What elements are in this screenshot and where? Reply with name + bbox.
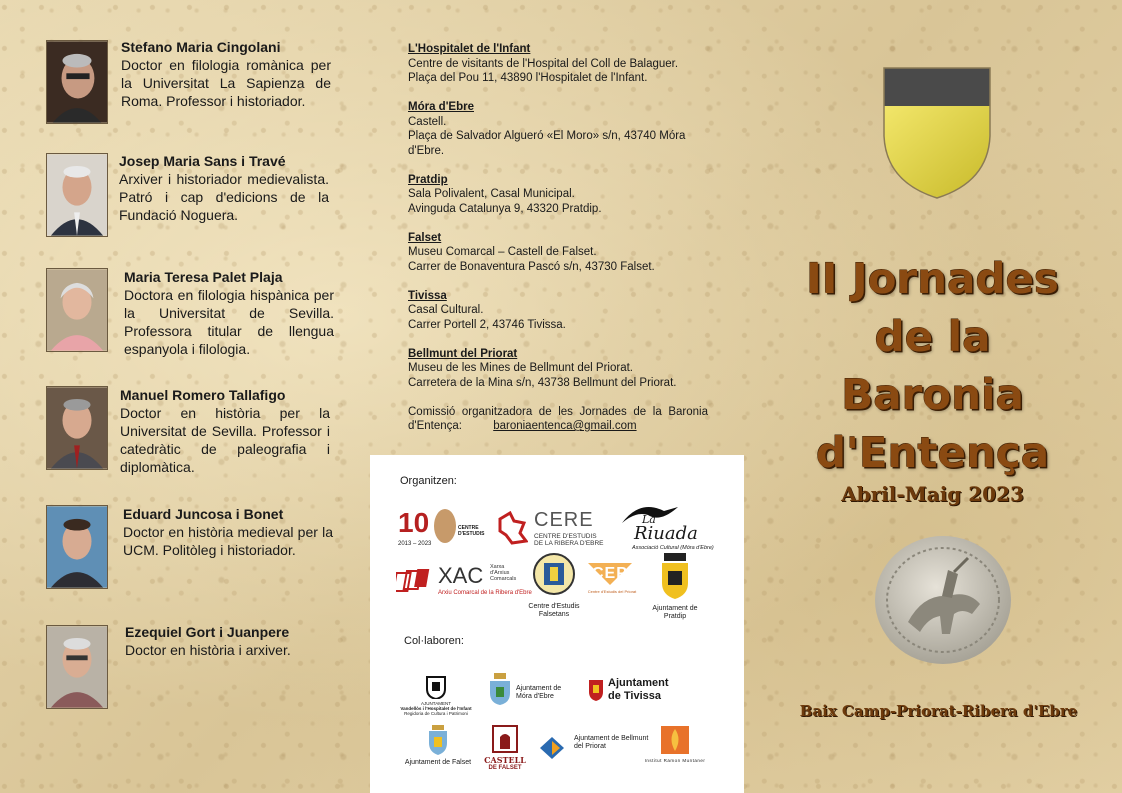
venue-line: Plaça del Pou 11, 43890 l'Hospitalet de l'Infant. [408,72,648,84]
riuada-logo: La Riuada Associació Cultural (Móra d'Ebre) [620,505,730,553]
speaker-photo [46,625,108,709]
falset-shield-icon [428,725,448,755]
venues-list [408,42,708,434]
venue-line: Casal Cultural. [408,304,484,316]
venue-line: Centre de visitants de l'Hospital del Coll de Balaguer. [408,57,679,70]
tivissa-logo: Ajuntament de Tivissa [588,677,698,709]
sponsors-panel [370,455,744,793]
mora-shield-icon [488,673,512,705]
venue-town: Tivissa [408,289,447,302]
tivissa-shield-icon [588,679,604,701]
pratdip-logo: Ajuntament de Pratdip [642,553,708,625]
ribera-map-icon [498,511,528,545]
venue-town: Móra d'Ebre [408,101,474,113]
venue-line: Museu Comarcal – Castell de Falset. [408,246,597,258]
speaker-description: Doctor en història per la Universitat de Sevilla. Professor i catedràtic de paleografia i diplomàtica. [120,405,330,475]
venue-town: Bellmunt del Priorat [408,347,518,360]
mora-logo: Ajuntament de Móra d'Ebre [488,673,580,709]
vandellos-shield-icon [425,673,447,699]
speaker-description: Doctor en història i arxiver. [125,642,291,658]
speaker-photo [46,40,108,124]
speaker-name: Josep Maria Sans i Travé [119,153,286,169]
cese-10-logo: 10 2013 – 2023 CENTRE D'ESTUDIS [398,507,485,547]
venue-line: Carrer Portell 2, 43746 Tivissa. [408,318,566,331]
title-line: de la [874,312,991,361]
speaker-photo [46,268,108,352]
venue-line: Castell. [408,115,447,128]
venue-falset [408,231,708,275]
bust-icon [434,509,456,543]
speaker-description: Doctor en història medieval per la UCM. Politòleg i historiador. [123,524,333,558]
speaker-description: Doctora en filologia hispànica per la Universitat de Sevilla. Professora titular de llengua espanyola i filologia. [124,287,334,357]
event-regions: Baix Camp-Priorat-Ribera d'Ebre [799,702,1078,720]
venue-line: Carretera de la Mina s/n, 43738 Bellmunt del Priorat. [408,376,677,389]
event-title [780,250,1085,482]
venue-bellmunt [408,347,708,391]
vandellos-logo: AJUNTAMENT Vandellòs i l'Hospitalet de l'Infant Regidoria de Cultura i Patrimoni [400,673,472,721]
speaker-name: Manuel Romero Tallafigo [120,387,286,403]
speaker-name: Ezequiel Gort i Juanpere [125,624,290,640]
speaker-photo [46,153,108,237]
venue-line: Sala Polivalent, Casal Municipal. [408,188,575,200]
title-line: d'Entença [815,428,1050,477]
crest-icon [532,551,576,597]
commission-note [408,405,708,434]
cere-logo: CERE CENTRE D'ESTUDIS DE LA RIBERA D'EBRE [498,509,608,549]
commission-email-link[interactable]: baroniaentenca@gmail.com [493,420,637,432]
cep-logo: CEP Centre d'Estudis del Priorat [584,559,640,599]
speaker-name: Stefano Maria Cingolani [121,39,281,55]
venue-town: Pratdip [408,173,448,186]
medieval-seal-icon [868,530,1018,674]
venue-line: Museu de les Mines de Bellmunt del Priorat. [408,362,633,374]
speaker-photo [46,386,108,470]
collaborators-label: Col·laboren: [404,635,464,647]
castell-falset-logo: CASTELL DE FALSET [480,725,530,777]
title-line: Baronia [841,370,1024,419]
venue-line: Avinguda Catalunya 9, 43320 Pratdip. [408,202,602,215]
speaker-description: Doctor en filologia romànica per la Universitat La Sapienza de Roma. Professor i historiador. [121,57,331,109]
speaker-name: Eduard Juncosa i Bonet [123,506,284,522]
folders-icon [396,565,432,595]
venue-tivissa [408,289,708,333]
venue-town: L'Hospitalet de l'Infant [408,43,531,55]
pratdip-shield-icon [660,553,690,599]
muntaner-logo: Institut Ramon Muntaner [638,725,712,767]
falset-logo: Ajuntament de Falset [400,725,476,773]
venue-town: Falset [408,231,442,244]
venue-line: Carrer de Bonaventura Pascó s/n, 43730 Falset. [408,260,655,273]
falsetans-logo: Centre d'Estudis Falsetans [520,551,588,627]
xac-logo: XAC Xarxa d'Arxius Comarcals Arxiu Comarcal de la Ribera d'Ebre [396,563,520,599]
venue-line: Plaça de Salvador Algueró «El Moro» s/n, 43740 Móra d'Ebre. [408,130,686,157]
venue-hospitalet [408,42,708,86]
commission-text: Comissió organitzadora de les Jornades de la Baronia d'Entença: [408,405,708,432]
title-line: II Jornades [806,254,1059,303]
organizers-label: Organitzen: [400,475,457,487]
event-dates: Abril-Maig 2023 [841,482,1024,506]
speaker-description: Arxiver i historiador medievalista. Patró i cap d'edicions de la Fundació Noguera. [119,171,329,223]
flame-icon [660,725,690,755]
castle-icon [492,725,518,753]
venue-mora [408,100,708,158]
speaker-photo [46,505,108,589]
heraldic-shield-icon [880,66,994,200]
venue-pratdip [408,173,708,217]
speaker-name: Maria Teresa Palet Plaja [124,269,283,285]
bellmunt-logo: Ajuntament de Bellmunt del Priorat [540,733,650,763]
bellmunt-mark-icon [540,737,564,759]
